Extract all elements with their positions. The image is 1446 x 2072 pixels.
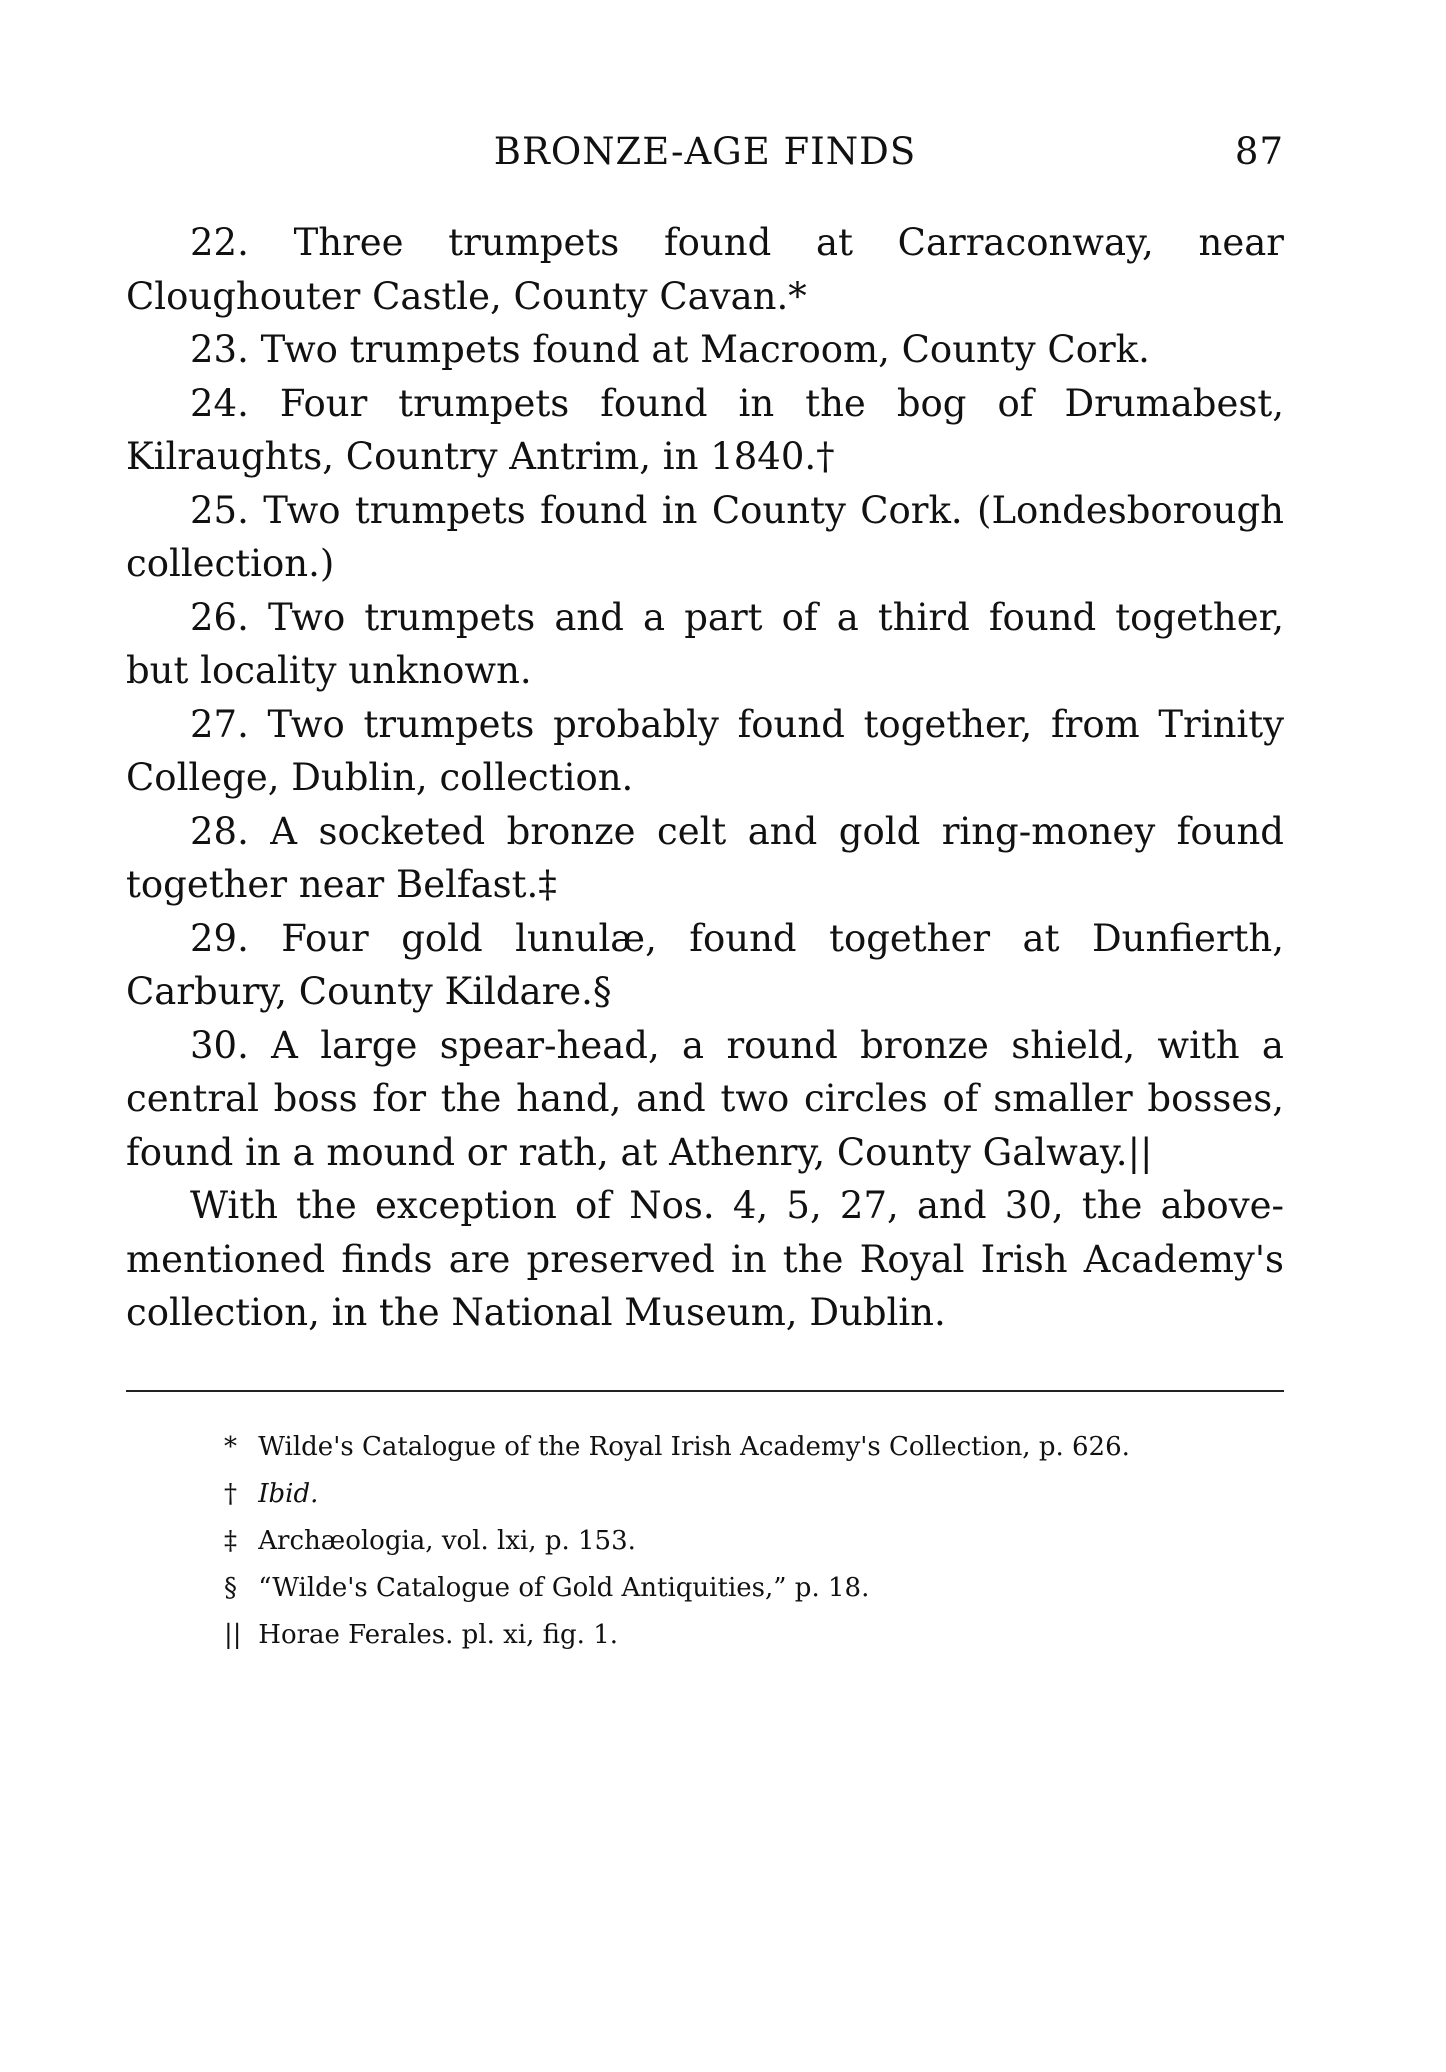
footnote-mark: §: [224, 1573, 237, 1603]
footnote-mark: †: [224, 1479, 237, 1509]
list-item-27: 27. Two trumpets probably found together, from Trinity College, Dublin, collection.: [126, 702, 1284, 799]
footnote-text: Archæologia, vol. lxi, p. 153.: [258, 1526, 636, 1556]
list-item-22: 22. Three trumpets found at Carraconway, near Cloughouter Castle, County Cavan.*: [126, 221, 1284, 318]
footnote-mark: ‡: [224, 1526, 237, 1556]
footnotes: [224, 1424, 1224, 1659]
list-item-26: 26. Two trumpets and a part of a third found together, but locality unknown.: [126, 595, 1284, 692]
footnote-text: Horae Ferales. pl. xi, fig. 1.: [258, 1620, 618, 1650]
list-item-29: 29. Four gold lunulæ, found together at Dunfierth, Carbury, County Kildare.§: [126, 916, 1284, 1013]
footnote-text: “Wilde's Catalogue of Gold Antiquities,” p. 18.: [258, 1573, 870, 1603]
list-item-24: 24. Four trumpets found in the bog of Drumabest, Kilraughts, Country Antrim, in 1840.†: [126, 381, 1284, 478]
footnote-1: [224, 1424, 1224, 1471]
footnote-2: [224, 1471, 1224, 1518]
list-item-23: 23. Two trumpets found at Macroom, County Cork.: [190, 328, 1150, 371]
footnote-text: Wilde's Catalogue of the Royal Irish Academy's Collection, p. 626.: [258, 1432, 1130, 1462]
footnote-5: [224, 1612, 1224, 1659]
page-number: 87: [1234, 130, 1284, 173]
footnote-mark: *: [224, 1432, 237, 1462]
closing-paragraph: With the exception of Nos. 4, 5, 27, and 30, the above-mentioned finds are preserved in the Royal Irish Academy's collection, in the National Museum, Dublin.: [126, 1184, 1284, 1334]
list-item-25: 25. Two trumpets found in County Cork. (Londesborough collection.): [126, 488, 1284, 585]
running-head: [126, 130, 1284, 180]
footnote-text: Ibid.: [258, 1479, 319, 1509]
footnote-mark: ||: [224, 1620, 242, 1650]
body-text: [126, 216, 1284, 1340]
footnote-rule: [126, 1390, 1284, 1392]
list-item-30: 30. A large spear-head, a round bronze shield, with a central boss for the hand, and two circles of smaller bosses, found in a mound or rath, at Athenry, County Galway.||: [126, 1023, 1284, 1174]
footnote-4: [224, 1565, 1224, 1612]
footnote-3: [224, 1518, 1224, 1565]
list-item-28: 28. A socketed bronze celt and gold ring-money found together near Belfast.‡: [126, 809, 1284, 906]
running-title: BRONZE-AGE FINDS: [493, 130, 917, 173]
